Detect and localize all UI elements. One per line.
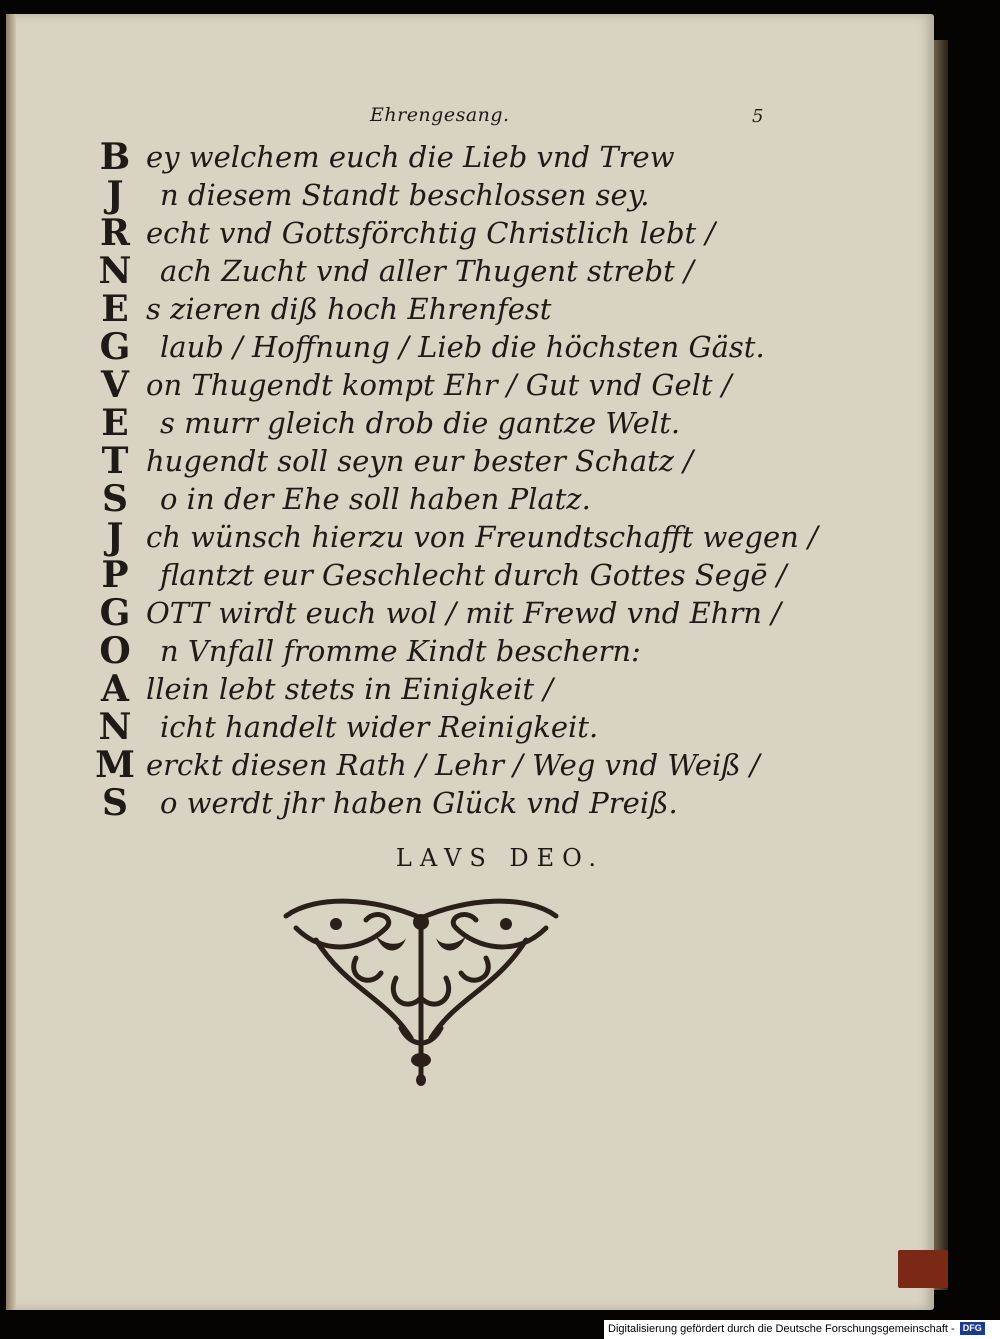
acrostic-initial: V [101,364,129,406]
running-head: Ehrengesang. [370,104,510,126]
poem-line [86,176,806,214]
poem-line-text: icht handelt wider Reinigkeit. [160,710,599,744]
poem-line-text: erckt diesen Rath / Lehr / Weg vnd Weiß / [146,748,760,782]
poem-line [86,556,806,594]
poem-line [86,328,806,366]
acrostic-initial: B [99,136,131,178]
acrostic-initial: N [98,706,132,748]
poem-line-text: s murr gleich drob die gantze Welt. [160,406,681,440]
bookmark-tab [898,1250,948,1288]
acrostic-initial: E [101,288,129,330]
poem-line [86,214,806,252]
page-spine-shadow [6,14,16,1310]
poem-line [86,480,806,518]
acrostic-initial: J [106,516,124,558]
poem-line [86,404,806,442]
poem-line [86,708,806,746]
acrostic-initial: S [102,478,128,520]
poem-line [86,670,806,708]
acrostic-initial: P [101,554,129,596]
poem-line-text: echt vnd Gottsförchtig Christlich lebt / [146,216,716,250]
poem-line-text: ch wünsch hierzu von Freundtschafft wegen / [146,520,818,554]
poem-line [86,746,806,784]
poem-line-text: laub / Hoffnung / Lieb die höchsten Gäst. [160,330,765,364]
poem-line-text: llein lebt stets in Einigkeit / [146,672,553,706]
poem-line-text: o werdt jhr haben Glück vnd Preiß. [160,786,678,820]
acrostic-initial: E [101,402,129,444]
poem-line [86,594,806,632]
poem-line-text: flantzt eur Geschlecht durch Gottes Segē / [160,558,787,592]
acrostic-initial: G [99,592,131,634]
poem-line-text: s zieren diß hoch Ehrenfest [146,292,552,326]
acrostic-initial: S [102,782,128,824]
acrostic-initial: A [101,668,129,710]
poem-line [86,784,806,822]
poem-line-text: ach Zucht vnd aller Thugent strebt / [160,254,694,288]
acrostic-initial: N [98,250,132,292]
acrostic-poem [86,136,818,824]
poem-line-text: o in der Ehe soll haben Platz. [160,482,591,516]
colophon: LAVS DEO. [395,844,605,872]
poem-line [86,138,806,176]
poem-line [86,366,806,404]
footer-text: Digitalisierung gefördert durch die Deutsche Forschungsgemeinschaft - [608,1323,955,1335]
poem-line [86,632,806,670]
acrostic-initial: M [95,744,135,786]
poem-line-text: on Thugendt kompt Ehr / Gut vnd Gelt / [146,368,732,402]
acrostic-initial: G [99,326,131,368]
page-edge [934,40,948,1290]
poem-line [86,290,806,328]
poem-line-text: ey welchem euch die Lieb vnd Trew [146,140,675,174]
acrostic-initial: T [101,440,129,482]
poem-line-text: OTT wirdt euch wol / mit Frewd vnd Ehrn / [146,596,781,630]
acrostic-initial: R [100,212,130,254]
poem-line [86,252,806,290]
dfg-logo: DFG [960,1322,985,1335]
poem-line-text: hugendt soll seyn eur bester Schatz / [146,444,694,478]
floral-tailpiece-icon [276,888,566,1088]
page-number: 5 [752,106,764,127]
poem-line-text: n diesem Standt beschlossen sey. [160,178,650,212]
acrostic-initial: O [99,630,131,672]
funding-footer [604,1320,1000,1339]
acrostic-initial: J [106,174,124,216]
poem-line-text: n Vnfall fromme Kindt beschern: [160,634,641,668]
poem-line [86,516,818,558]
poem-line [86,442,806,480]
